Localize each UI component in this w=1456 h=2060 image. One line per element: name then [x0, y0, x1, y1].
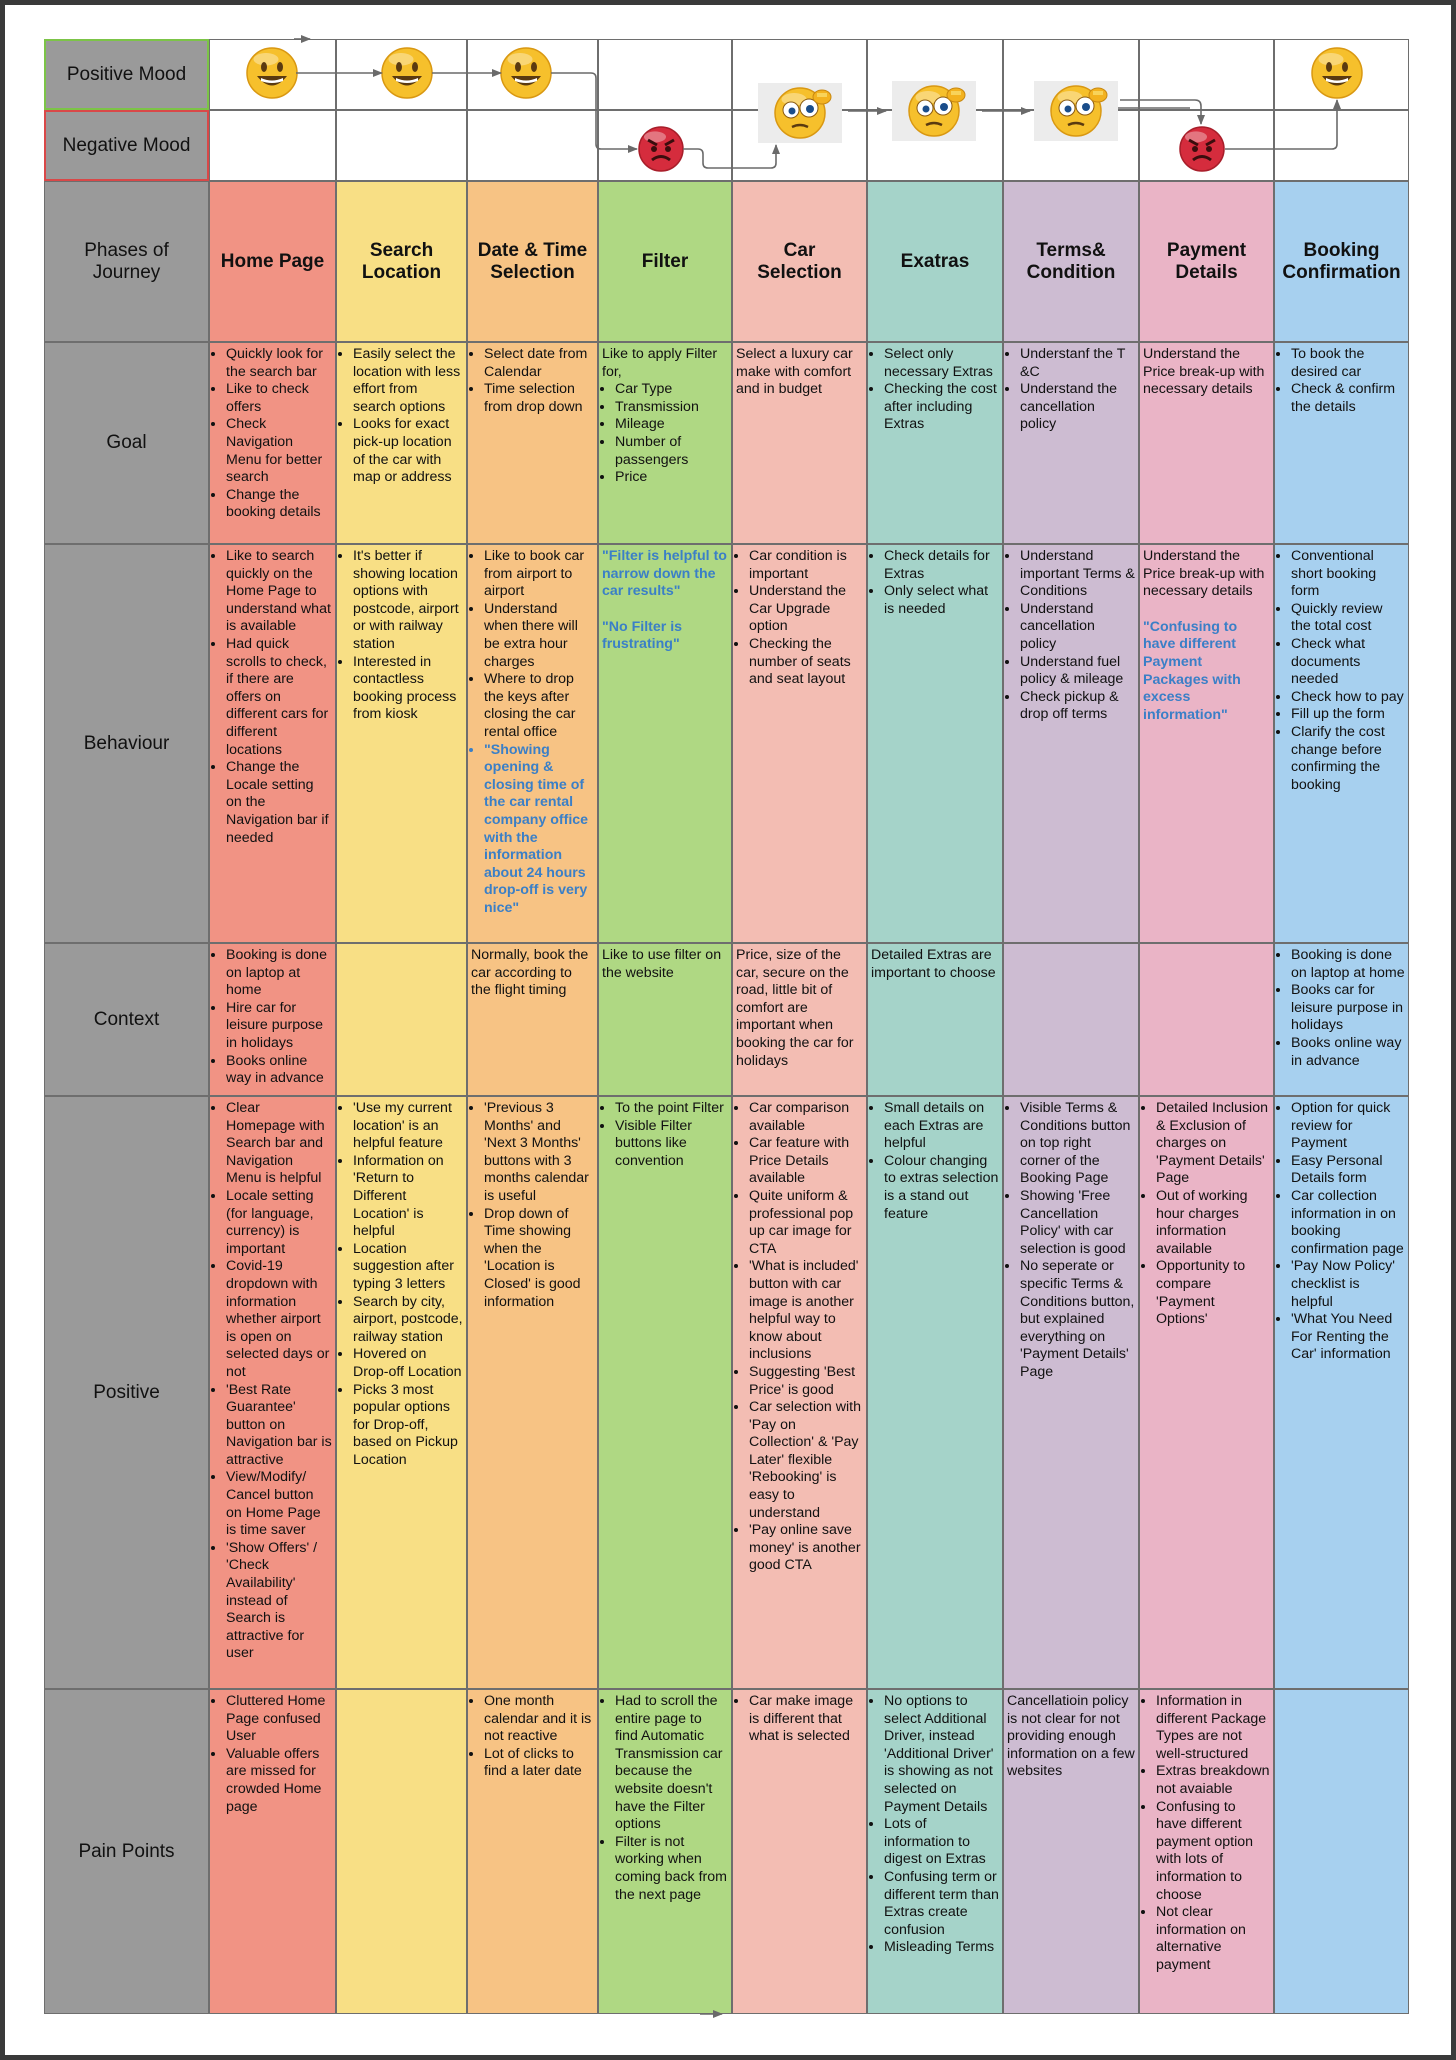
bullet-item: • 'Pay online save money' is another good CTA [749, 1522, 863, 1575]
phase-title: Booking Confirmation [1282, 239, 1401, 283]
bullet-item: • Option for quick review for Payment [1291, 1100, 1405, 1153]
bullet-item: • Colour changing to extras selection is a stand out feature [884, 1153, 999, 1223]
context-cell [1139, 943, 1274, 1096]
bullet-item: • Books online way in advance [226, 1053, 332, 1088]
bullet-list [1007, 548, 1135, 724]
goal-cell [1274, 342, 1409, 544]
positive-mood-cell [336, 39, 467, 110]
pain-cell [209, 1689, 336, 2014]
bullet-item: • Understand important Terms & Conditions [1020, 548, 1135, 601]
bullet-list [213, 947, 332, 1088]
bullet-item: • Confusing to have different payment option with lots of information to choose [1156, 1799, 1270, 1905]
positive-cell [867, 1096, 1003, 1689]
bullet-item: • Locale setting (for language, currency) is important [226, 1188, 332, 1258]
row-label-text: Context [93, 1008, 160, 1030]
row-label-pain-points [44, 1689, 209, 2014]
bullet-item: • Mileage [615, 416, 728, 434]
phase-header [1274, 181, 1409, 342]
bullet-item: • Car feature with Price Details available [749, 1135, 863, 1188]
bullet-item: • 'Previous 3 Months' and 'Next 3 Months' buttons with 3 months calendar is useful [484, 1100, 594, 1206]
positive-cell [336, 1096, 467, 1689]
bullet-item: • Interested in contactless booking process from kiosk [353, 654, 463, 724]
negative-mood-cell [209, 110, 336, 181]
context-cell [1274, 943, 1409, 1096]
bullet-item: • Quickly review the total cost [1291, 601, 1405, 636]
bullet-list [471, 346, 594, 416]
row-label-text: Negative Mood [62, 134, 191, 156]
bullet-list [213, 548, 332, 847]
bullet-item: • Hovered on Drop-off Location [353, 1346, 463, 1381]
user-quote: • "Showing opening & closing time of the car rental company office with the information about 24 hours drop-off is very nice" [484, 742, 594, 918]
negative-mood-cell [867, 110, 1003, 181]
bullet-list [213, 1100, 332, 1663]
bullet-item: • Checking the cost after including Extras [884, 381, 999, 434]
bullet-item: • Like to book car from airport to airport [484, 548, 594, 601]
bullet-item: • Car Type [615, 381, 728, 399]
bullet-item: • Understand fuel policy & mileage [1020, 654, 1135, 689]
goal-cell [336, 342, 467, 544]
bullet-list [340, 346, 463, 487]
bullet-item: • Select date from Calendar [484, 346, 594, 381]
row-label-behaviour [44, 544, 209, 943]
phase-header [336, 181, 467, 342]
phase-title: Date & Time Selection [477, 239, 588, 283]
goal-cell [732, 342, 867, 544]
bullet-item: • Check Navigation Menu for better search [226, 416, 332, 486]
goal-cell [467, 342, 598, 544]
bullet-list [471, 548, 594, 917]
bullet-item: • It's better if showing location options with postcode, airport or with railway station [353, 548, 463, 654]
bullet-list [471, 1100, 594, 1311]
bullet-list [602, 1693, 728, 1904]
bullet-list [871, 1100, 999, 1223]
behaviour-cell [1003, 544, 1139, 943]
row-label-text: Pain Points [78, 1840, 175, 1862]
context-cell [732, 943, 867, 1096]
bullet-item: • Showing 'Free Cancellation Policy' with car selection is good [1020, 1188, 1135, 1258]
bullet-item: • Change the Locale setting on the Navigation bar if needed [226, 759, 332, 847]
bullet-item: • Car comparison available [749, 1100, 863, 1135]
bullet-item: • Looks for exact pick-up location of the car with map or address [353, 416, 463, 486]
cell-text: Understand the Price break-up with necessary details [1143, 548, 1265, 600]
pain-cell [467, 1689, 598, 2014]
negative-mood-cell [1139, 110, 1274, 181]
bullet-item: • Information on 'Return to Different Location' is helpful [353, 1153, 463, 1241]
behaviour-cell [209, 544, 336, 943]
pain-cell [1274, 1689, 1409, 2014]
bullet-list [1278, 346, 1405, 416]
bullet-list [340, 548, 463, 724]
bullet-item: • 'Best Rate Guarantee' button on Navigation bar is attractive [226, 1382, 332, 1470]
bullet-item: • Where to drop the keys after closing the car rental office [484, 671, 594, 741]
behaviour-cell [336, 544, 467, 943]
row-label-positive-mood [44, 39, 209, 110]
bullet-list [340, 1100, 463, 1469]
bullet-list [602, 381, 728, 487]
row-label-text: Phases of Journey [84, 239, 169, 283]
bullet-item: • Transmission [615, 399, 728, 417]
bullet-list [871, 1693, 999, 1957]
bullet-item: • Understand cancellation policy [1020, 601, 1135, 654]
positive-mood-cell [1139, 39, 1274, 110]
bullet-item: • Filter is not working when coming back from the next page [615, 1834, 728, 1904]
pain-cell [598, 1689, 732, 2014]
goal-cell [1139, 342, 1274, 544]
phase-header [467, 181, 598, 342]
cell-text: Understand the Price break-up with necessary details [1143, 346, 1265, 398]
cell-text: Normally, book the car according to the flight timing [471, 947, 589, 999]
bullet-item: • Confusing term or different term than Extras create confusion [884, 1869, 999, 1939]
bullet-item: • Booking is done on laptop at home [226, 947, 332, 1000]
context-cell [336, 943, 467, 1096]
cell-text: Like to use filter on the website [602, 947, 722, 981]
bullet-item: • Cluttered Home Page confused User [226, 1693, 332, 1746]
bullet-item: • Car make image is different that what is selected [749, 1693, 863, 1746]
bullet-item: • Number of passengers [615, 434, 728, 469]
bullet-list [1143, 1100, 1270, 1329]
bullet-item: • 'Use my current location' is an helpful feature [353, 1100, 463, 1153]
row-label-negative-mood [44, 110, 209, 181]
positive-mood-cell [867, 39, 1003, 110]
bullet-item: • View/Modify/ Cancel button on Home Page is time saver [226, 1469, 332, 1539]
bullet-item: • Car condition is important [749, 548, 863, 583]
bullet-item: • Clear Homepage with Search bar and Navigation Menu is helpful [226, 1100, 332, 1188]
cell-text: Price, size of the car, secure on the road, little bit of comfort are important when booking the car for holidays [736, 947, 854, 1069]
behaviour-cell [467, 544, 598, 943]
bullet-list [1007, 1100, 1135, 1382]
bullet-item: • Time selection from drop down [484, 381, 594, 416]
bullet-item: • Price [615, 469, 728, 487]
bullet-item: • Lot of clicks to find a later date [484, 1746, 594, 1781]
bullet-item: • Like to check offers [226, 381, 332, 416]
phase-header [732, 181, 867, 342]
positive-cell [732, 1096, 867, 1689]
positive-cell [1274, 1096, 1409, 1689]
behaviour-cell [1139, 544, 1274, 943]
negative-mood-cell [732, 110, 867, 181]
bullet-item: • Books online way in advance [1291, 1035, 1405, 1070]
bullet-item: • Easily select the location with less effort from search options [353, 346, 463, 416]
row-label-positive [44, 1096, 209, 1689]
pain-cell [1003, 1689, 1139, 2014]
positive-mood-cell [1274, 39, 1409, 110]
phase-title: Filter [641, 250, 689, 272]
row-label-text: Behaviour [83, 732, 170, 754]
phase-header [1139, 181, 1274, 342]
row-label-phases [44, 181, 209, 342]
bullet-list [736, 1100, 863, 1575]
bullet-item: • Clarify the cost change before confirming the booking [1291, 724, 1405, 794]
goal-cell [867, 342, 1003, 544]
phase-header [1003, 181, 1139, 342]
user-quote: "Confusing to have different Payment Packages with excess information" [1143, 618, 1241, 723]
context-cell [1003, 943, 1139, 1096]
bullet-item: • Conventional short booking form [1291, 548, 1405, 601]
goal-cell [1003, 342, 1139, 544]
row-label-text: Goal [106, 432, 147, 453]
positive-mood-cell [209, 39, 336, 110]
bullet-item: • Books car for leisure purpose in holidays [1291, 982, 1405, 1035]
pain-cell [732, 1689, 867, 2014]
phase-header [867, 181, 1003, 342]
bullet-list [213, 346, 332, 522]
pain-cell [336, 1689, 467, 2014]
bullet-item: • Picks 3 most popular options for Drop-off, based on Pickup Location [353, 1382, 463, 1470]
bullet-item: • Check how to pay [1291, 689, 1405, 707]
negative-mood-cell [1274, 110, 1409, 181]
bullet-item: • Understand the cancellation policy [1020, 381, 1135, 434]
positive-mood-cell [1003, 39, 1139, 110]
bullet-item: • Drop down of Time showing when the 'Location is Closed' is good information [484, 1206, 594, 1312]
bullet-item: • Fill up the form [1291, 706, 1405, 724]
phase-header [209, 181, 336, 342]
bullet-item: • Check pickup & drop off terms [1020, 689, 1135, 724]
bullet-item: • No options to select Additional Driver, instead 'Additional Driver' is showing as not selected on Payment Details [884, 1693, 999, 1816]
bullet-list [1278, 947, 1405, 1070]
row-label-goal [44, 342, 209, 544]
bullet-list [213, 1693, 332, 1816]
bullet-item: • Hire car for leisure purpose in holidays [226, 1000, 332, 1053]
phase-title: Home Page [220, 250, 325, 272]
bullet-item: • Car selection with 'Pay on Collection' & 'Pay Later' flexible 'Rebooking' is easy to understand [749, 1399, 863, 1522]
positive-cell [1003, 1096, 1139, 1689]
bullet-item: • To book the desired car [1291, 346, 1405, 381]
bullet-item: • Had to scroll the entire page to find Automatic Transmission car because the website doesn't have the Filter options [615, 1693, 728, 1834]
negative-mood-cell [336, 110, 467, 181]
bullet-item: • Valuable offers are missed for crowded Home page [226, 1746, 332, 1816]
context-cell [867, 943, 1003, 1096]
bullet-item: • Misleading Terms [884, 1939, 999, 1957]
row-label-text: Positive Mood [66, 63, 187, 85]
bullet-item: • Visible Terms & Conditions button on top right corner of the Booking Page [1020, 1100, 1135, 1188]
bullet-item: • Lots of information to digest on Extras [884, 1816, 999, 1869]
bullet-item: • Visible Filter buttons like convention [615, 1118, 728, 1171]
bullet-item: • Select only necessary Extras [884, 346, 999, 381]
bullet-item: • Detailed Inclusion & Exclusion of charges on 'Payment Details' Page [1156, 1100, 1270, 1188]
bullet-item: • Understand the Car Upgrade option [749, 583, 863, 636]
positive-mood-cell [732, 39, 867, 110]
bullet-item: • Check details for Extras [884, 548, 999, 583]
bullet-item: • Quite uniform & professional pop up car image for CTA [749, 1188, 863, 1258]
cell-text: Select a luxury car make with comfort and in budget [736, 346, 853, 398]
bullet-item: • Understanf the T &C [1020, 346, 1135, 381]
bullet-item: • Like to search quickly on the Home Page to understand what is available [226, 548, 332, 636]
pain-cell [867, 1689, 1003, 2014]
bullet-item: • Check & confirm the details [1291, 381, 1405, 416]
bullet-list [1007, 346, 1135, 434]
bullet-list [1278, 548, 1405, 794]
bullet-item: • Checking the number of seats and seat layout [749, 636, 863, 689]
bullet-item: • Suggesting 'Best Price' is good [749, 1364, 863, 1399]
phase-title: Search Location [361, 239, 442, 283]
user-quote: "Filter is helpful to narrow down the car results" [602, 548, 727, 600]
positive-cell [467, 1096, 598, 1689]
bullet-item: • 'What You Need For Renting the Car' information [1291, 1311, 1405, 1364]
phase-title: Terms& Condition [1026, 239, 1116, 283]
bullet-item: • Out of working hour charges information available [1156, 1188, 1270, 1258]
row-label-text: Positive [93, 1381, 160, 1403]
phase-title: Payment Details [1166, 239, 1247, 283]
bullet-list [1143, 1693, 1270, 1975]
behaviour-cell [867, 544, 1003, 943]
bullet-item: • Check what documents needed [1291, 636, 1405, 689]
positive-cell [1139, 1096, 1274, 1689]
bullet-item: • No seperate or specific Terms & Conditions button, but explained everything on 'Payment Details' Page [1020, 1258, 1135, 1381]
bullet-item: • Quickly look for the search bar [226, 346, 332, 381]
pain-cell [1139, 1689, 1274, 2014]
goal-cell [598, 342, 732, 544]
bullet-item: • Search by city, airport, postcode, railway station [353, 1294, 463, 1347]
bullet-item: • Booking is done on laptop at home [1291, 947, 1405, 982]
bullet-item: • Covid-19 dropdown with information whether airport is open on selected days or not [226, 1258, 332, 1381]
behaviour-cell [732, 544, 867, 943]
bullet-list [1278, 1100, 1405, 1364]
bullet-item: • Only select what is needed [884, 583, 999, 618]
bullet-item: • 'What is included' button with car image is another helpful way to know about inclusions [749, 1258, 863, 1364]
phase-title: Exatras [900, 250, 970, 272]
behaviour-cell [1274, 544, 1409, 943]
bullet-item: • Had quick scrolls to check, if there are offers on different cars for different locations [226, 636, 332, 759]
positive-cell [209, 1096, 336, 1689]
bullet-list [871, 548, 999, 618]
bullet-list [736, 548, 863, 689]
negative-mood-cell [1003, 110, 1139, 181]
phase-header [598, 181, 732, 342]
bullet-item: • Opportunity to compare 'Payment Options' [1156, 1258, 1270, 1328]
positive-mood-cell [598, 39, 732, 110]
bullet-item: • To the point Filter [615, 1100, 728, 1118]
context-cell [209, 943, 336, 1096]
cell-text: Like to apply Filter for, [602, 346, 718, 380]
bullet-list [736, 1693, 863, 1746]
context-cell [467, 943, 598, 1096]
phase-title: Car Selection [757, 239, 842, 283]
bullet-item: • Car collection information in on booking confirmation page [1291, 1188, 1405, 1258]
bullet-item: • One month calendar and it is not reactive [484, 1693, 594, 1746]
cell-text: Detailed Extras are important to choose [871, 947, 996, 981]
bullet-item: • Extras breakdown not avaiable [1156, 1763, 1270, 1798]
user-quote: "No Filter is frustrating" [602, 618, 683, 653]
cell-text: Cancellatioin policy is not clear for not providing enough information on a few websites [1007, 1693, 1135, 1780]
bullet-item: • 'Show Offers' / 'Check Availability' instead of Search is attractive for user [226, 1540, 332, 1663]
bullet-item: • 'Pay Now Policy' checklist is helpful [1291, 1258, 1405, 1311]
bullet-item: • Small details on each Extras are helpful [884, 1100, 999, 1153]
context-cell [598, 943, 732, 1096]
bullet-list [871, 346, 999, 434]
positive-mood-cell [467, 39, 598, 110]
bullet-item: • Understand when there will be extra hour charges [484, 601, 594, 671]
bullet-item: • Location suggestion after typing 3 letters [353, 1241, 463, 1294]
bullet-item: • Information in different Package Types are not well-structured [1156, 1693, 1270, 1763]
goal-cell [209, 342, 336, 544]
negative-mood-cell [598, 110, 732, 181]
bullet-list [471, 1693, 594, 1781]
negative-mood-cell [467, 110, 598, 181]
row-label-context [44, 943, 209, 1096]
bullet-item: • Easy Personal Details form [1291, 1153, 1405, 1188]
bullet-item: • Not clear information on alternative payment [1156, 1904, 1270, 1974]
bullet-item: • Change the booking details [226, 487, 332, 522]
bullet-list [602, 1100, 728, 1170]
behaviour-cell [598, 544, 732, 943]
positive-cell [598, 1096, 732, 1689]
